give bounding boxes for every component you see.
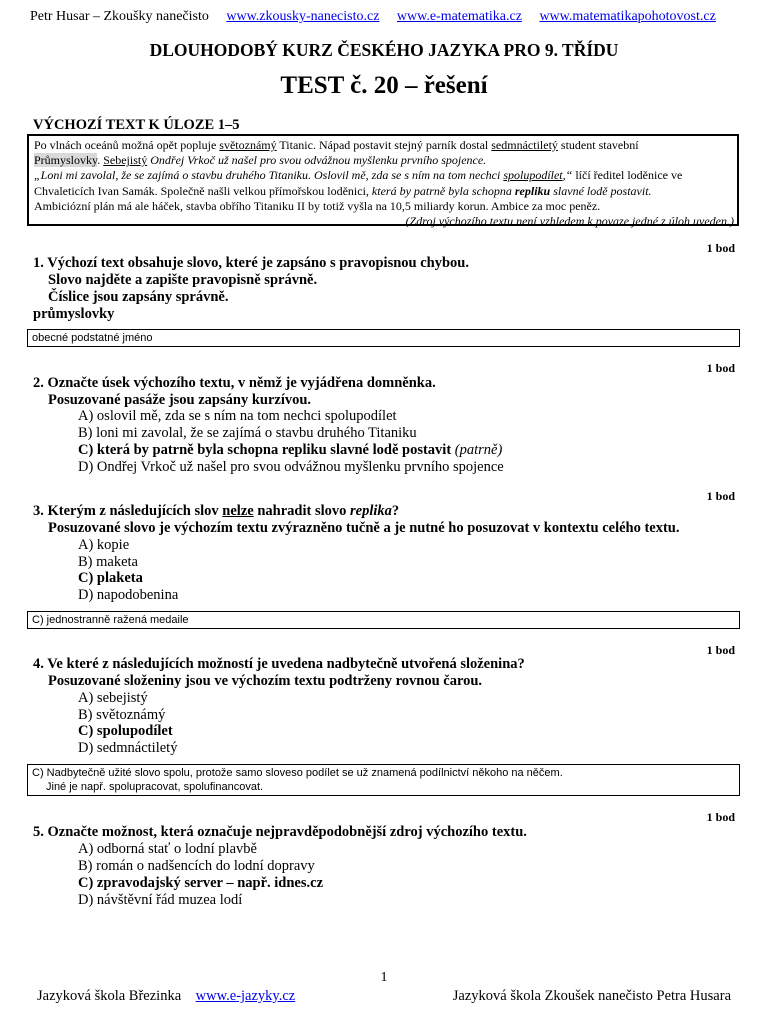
q1-points: 1 bod: [706, 241, 735, 255]
q3-option-a: A) kopie: [78, 537, 130, 553]
q2-points: 1 bod: [706, 361, 735, 375]
source-line-2: Průmyslovky. Sebejistý Ondřej Vrkoč už našel pro svou odvážnou myšlenku prvního spojence.: [34, 153, 487, 168]
word-repliku: repliku: [514, 183, 551, 198]
q4-points: 1 bod: [706, 643, 735, 657]
q2-option-d: D) Ondřej Vrkoč už našel pro svou odvážnou myšlenku prvního spojence: [78, 459, 504, 475]
q3-option-d: D) napodobenina: [78, 587, 179, 603]
source-heading: VÝCHOZÍ TEXT K ÚLOZE 1–5: [33, 117, 240, 133]
q3-points: 1 bod: [706, 489, 735, 503]
word-sebejisty: Sebejistý: [103, 153, 148, 168]
q1-explanation-box: obecné podstatné jméno: [27, 329, 740, 347]
q3-option-b: B) maketa: [78, 554, 138, 570]
q2-option-a: A) oslovil mě, zda se s ním na tom nechci spolupodílet: [78, 408, 397, 424]
q3-option-c: C) plaketa: [78, 570, 143, 586]
source-line-4: Chvaleticích Ivan Samák. Společně našli velkou přímořskou loděnici, která by patrně byla schopna repliku slavné lodě postavit.: [34, 183, 652, 198]
q2-option-b: B) loni mi zavolal, že se zajímá o stavbu druhého Titaniku: [78, 425, 417, 441]
page-header: [30, 9, 716, 25]
q2-option-c: C) která by patrně byla schopna repliku slavné lodě postavit (patrně): [78, 442, 503, 458]
header-link-matematikapohotovost[interactable]: www.matematikapohotovost.cz: [539, 9, 716, 24]
q3-prompt: 3. Kterým z následujících slov nelze nahradit slovo replika? Posuzované slovo je výchozím textu zvýrazněno tučně a je nutné ho posuzovat v kontextu celého textu.: [33, 503, 680, 536]
word-spolupodilet: spolupodílet: [503, 168, 563, 183]
source-note: (Zdroj výchozího textu není vzhledem k povaze jedné z úloh uveden.): [405, 214, 734, 229]
q5-points: 1 bod: [706, 810, 735, 824]
q5-option-c: C) zpravodajský server – např. idnes.cz: [78, 875, 324, 891]
course-title: DLOUHODOBÝ KURZ ČESKÉHO JAZYKA PRO 9. TŘÍDU: [149, 40, 619, 60]
q4-explanation-box: C) Nadbytečně užité slovo spolu, protože samo sloveso podílet se už znamená podílnictví někoho na něčem. Jiné je např. spolupracovat, spolufinancovat.: [27, 764, 740, 796]
q2-prompt: 2. Označte úsek výchozího textu, v němž je vyjádřena domněnka. Posuzované pasáže jsou zapsány kurzívou.: [33, 375, 436, 408]
q5-option-b: B) román o nadšencích do lodní dopravy: [78, 858, 315, 874]
footer-left: Jazyková škola Březinka www.e-jazyky.cz: [37, 988, 296, 1004]
header-link-ematematika[interactable]: www.e-matematika.cz: [396, 9, 522, 24]
q4-option-c: C) spolupodílet: [78, 723, 173, 739]
header-link-zkousky[interactable]: www.zkousky-nanecisto.cz: [226, 9, 380, 24]
footer-right: Jazyková škola Zkoušek nanečisto Petra Husara: [452, 988, 731, 1004]
q5-option-a: A) odborná stať o lodní plavbě: [78, 841, 257, 857]
footer-link-ejazyky[interactable]: www.e-jazyky.cz: [195, 988, 296, 1004]
word-prumyslovky: Průmyslovky: [34, 153, 98, 168]
header-author: Petr Husar – Zkoušky nanečisto: [30, 9, 209, 24]
q4-option-a: A) sebejistý: [78, 690, 148, 706]
q1-prompt: 1. Výchozí text obsahuje slovo, které je zapsáno s pravopisnou chybou. Slovo najděte a zapište pravopisně správně. Číslice jsou zapsány správně.: [33, 255, 469, 305]
source-line-3: „Loni mi zavolal, že se zajímá o stavbu druhého Titaniku. Oslovil mě, zda se s ním na tom nechci spolupodílet,“ líčí ředitel loděnice ve: [34, 168, 683, 183]
q4-prompt: 4. Ve které z následujících možností je uvedena nadbytečně utvořená složenina? Posuzované složeniny jsou ve výchozím textu podtrženy rovnou čarou.: [33, 656, 525, 689]
source-line-1: Po vlnách oceánů možná opět popluje světoznámý Titanic. Nápad postavit stejný parník dostal sedmnáctiletý student stavební: [34, 138, 639, 152]
q5-prompt: 5. Označte možnost, která označuje nejpravděpodobnější zdroj výchozího textu.: [33, 824, 527, 840]
source-text-box: [27, 134, 739, 229]
page-number: 1: [380, 970, 388, 985]
q1-answer: průmyslovky: [33, 306, 115, 322]
q5-option-d: D) návštěvní řád muzea lodí: [78, 892, 243, 908]
q4-option-d: D) sedmnáctiletý: [78, 740, 178, 756]
word-svetoznamy: světoznámý: [219, 138, 277, 152]
test-title: TEST č. 20 – řešení: [280, 72, 488, 99]
q3-explanation-box: C) jednostranně ražená medaile: [27, 611, 740, 629]
word-sedmnactilety: sedmnáctiletý: [491, 138, 558, 152]
q4-option-b: B) světoznámý: [78, 707, 166, 723]
source-line-5: Ambiciózní plán má ale háček, stavba obřího Titaniku II by totiž vyšla na 10,5 miliardy korun. Ambice za moc peněz.: [34, 198, 601, 213]
